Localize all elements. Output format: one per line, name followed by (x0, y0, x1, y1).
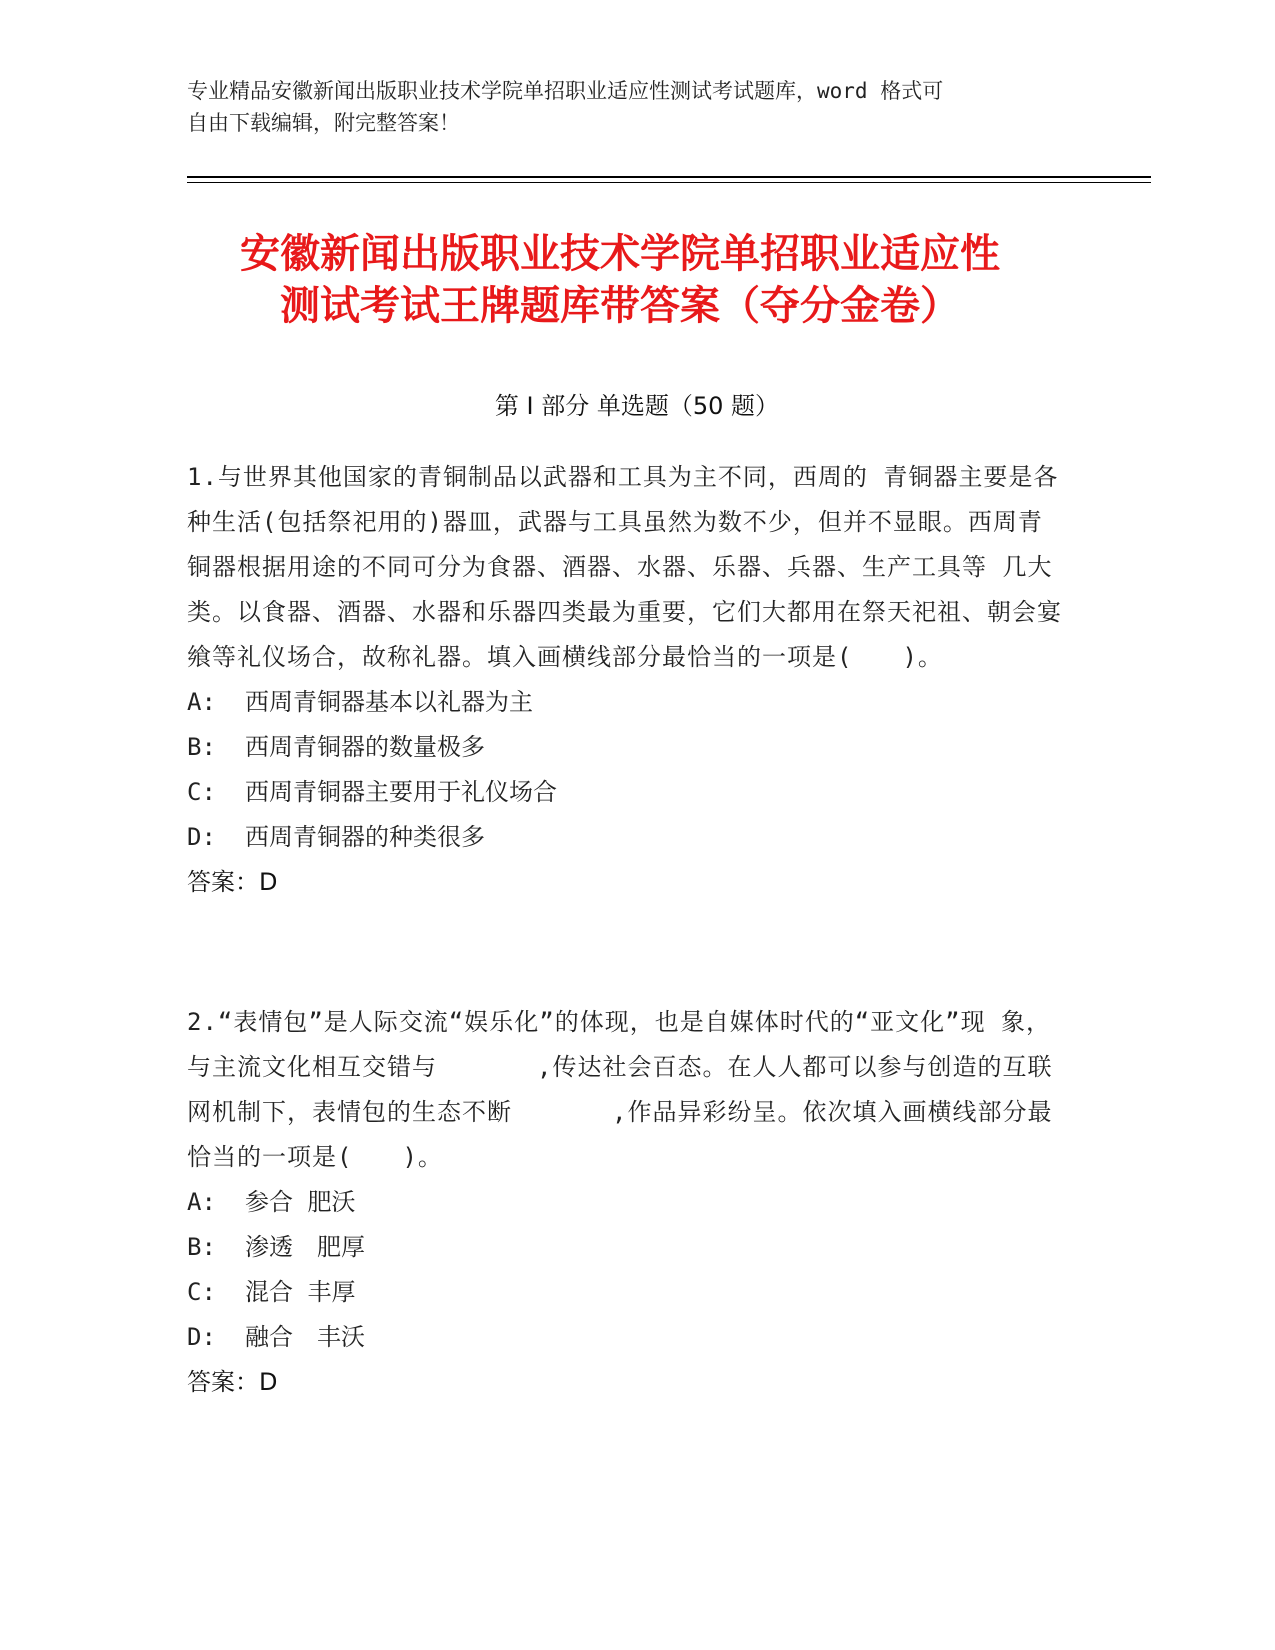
answer-text: 答案：D (187, 868, 278, 896)
question-stem: 2.“表情包”是人际交流“娱乐化”的体现，也是自媒体时代的“亚文化”现 象，与主流文化相互交错与 ,传达社会百态。在人人都可以参与创造的互联网机制下，表情包的生态不断 ,作品异彩纷呈。依次填入画横线部分最恰当的一项是( )。 (187, 1008, 1053, 1171)
header-divider-thick (187, 176, 1151, 178)
option-key: B: (187, 733, 216, 761)
option-text: 融合 丰沃 (245, 1323, 365, 1351)
option-d[interactable] (187, 815, 1067, 860)
header-divider-thin (187, 182, 1151, 183)
question-2 (187, 1000, 1067, 1405)
option-text: 西周青铜器主要用于礼仪场合 (245, 778, 557, 806)
option-text: 渗透 肥厚 (245, 1233, 365, 1261)
option-text: 西周青铜器的数量极多 (245, 733, 485, 761)
option-d[interactable] (187, 1315, 1067, 1360)
answer-text: 答案：D (187, 1368, 278, 1396)
option-key: D: (187, 823, 216, 851)
document-title-line1: 安徽新闻出版职业技术学院单招职业适应性 (240, 231, 1000, 277)
option-key: D: (187, 1323, 216, 1351)
option-key: C: (187, 778, 216, 806)
option-text: 西周青铜器基本以礼器为主 (245, 688, 533, 716)
option-list (187, 680, 1067, 860)
option-text: 参合 肥沃 (245, 1188, 356, 1216)
question-stem: 1.与世界其他国家的青铜制品以武器和工具为主不同，西周的 青铜器主要是各种生活(包括祭祀用的)器皿，武器与工具虽然为数不少，但并不显眼。西周青铜器根据用途的不同可分为食器、酒器、水器、乐器、兵器、生产工具等 几大类。以食器、酒器、水器和乐器四类最为重要，它们大都用在祭天祀祖、朝会宴飨等礼仪场合，故称礼器。填入画横线部分最恰当的一项是( )。 (187, 463, 1062, 671)
question-1 (187, 455, 1067, 905)
option-list (187, 1180, 1067, 1360)
option-b[interactable] (187, 1225, 1067, 1270)
header-note-line1: 专业精品安徽新闻出版职业技术学院单招职业适应性测试考试题库，word 格式可 (187, 79, 944, 103)
option-a[interactable] (187, 1180, 1067, 1225)
header-note-line2: 自由下载编辑，附完整答案！ (187, 111, 460, 135)
option-text: 西周青铜器的种类很多 (245, 823, 485, 851)
option-key: A: (187, 1188, 216, 1216)
option-c[interactable] (187, 770, 1067, 815)
option-c[interactable] (187, 1270, 1067, 1315)
option-key: C: (187, 1278, 216, 1306)
document-title-line2: 测试考试王牌题库带答案（夺分金卷） (280, 283, 960, 329)
option-b[interactable] (187, 725, 1067, 770)
option-a[interactable] (187, 680, 1067, 725)
option-key: A: (187, 688, 216, 716)
option-key: B: (187, 1233, 216, 1261)
section-title: 第 I 部分 单选题（50 题） (494, 392, 780, 420)
document-title (160, 228, 1080, 332)
header-note (187, 75, 1067, 139)
option-text: 混合 丰厚 (245, 1278, 356, 1306)
